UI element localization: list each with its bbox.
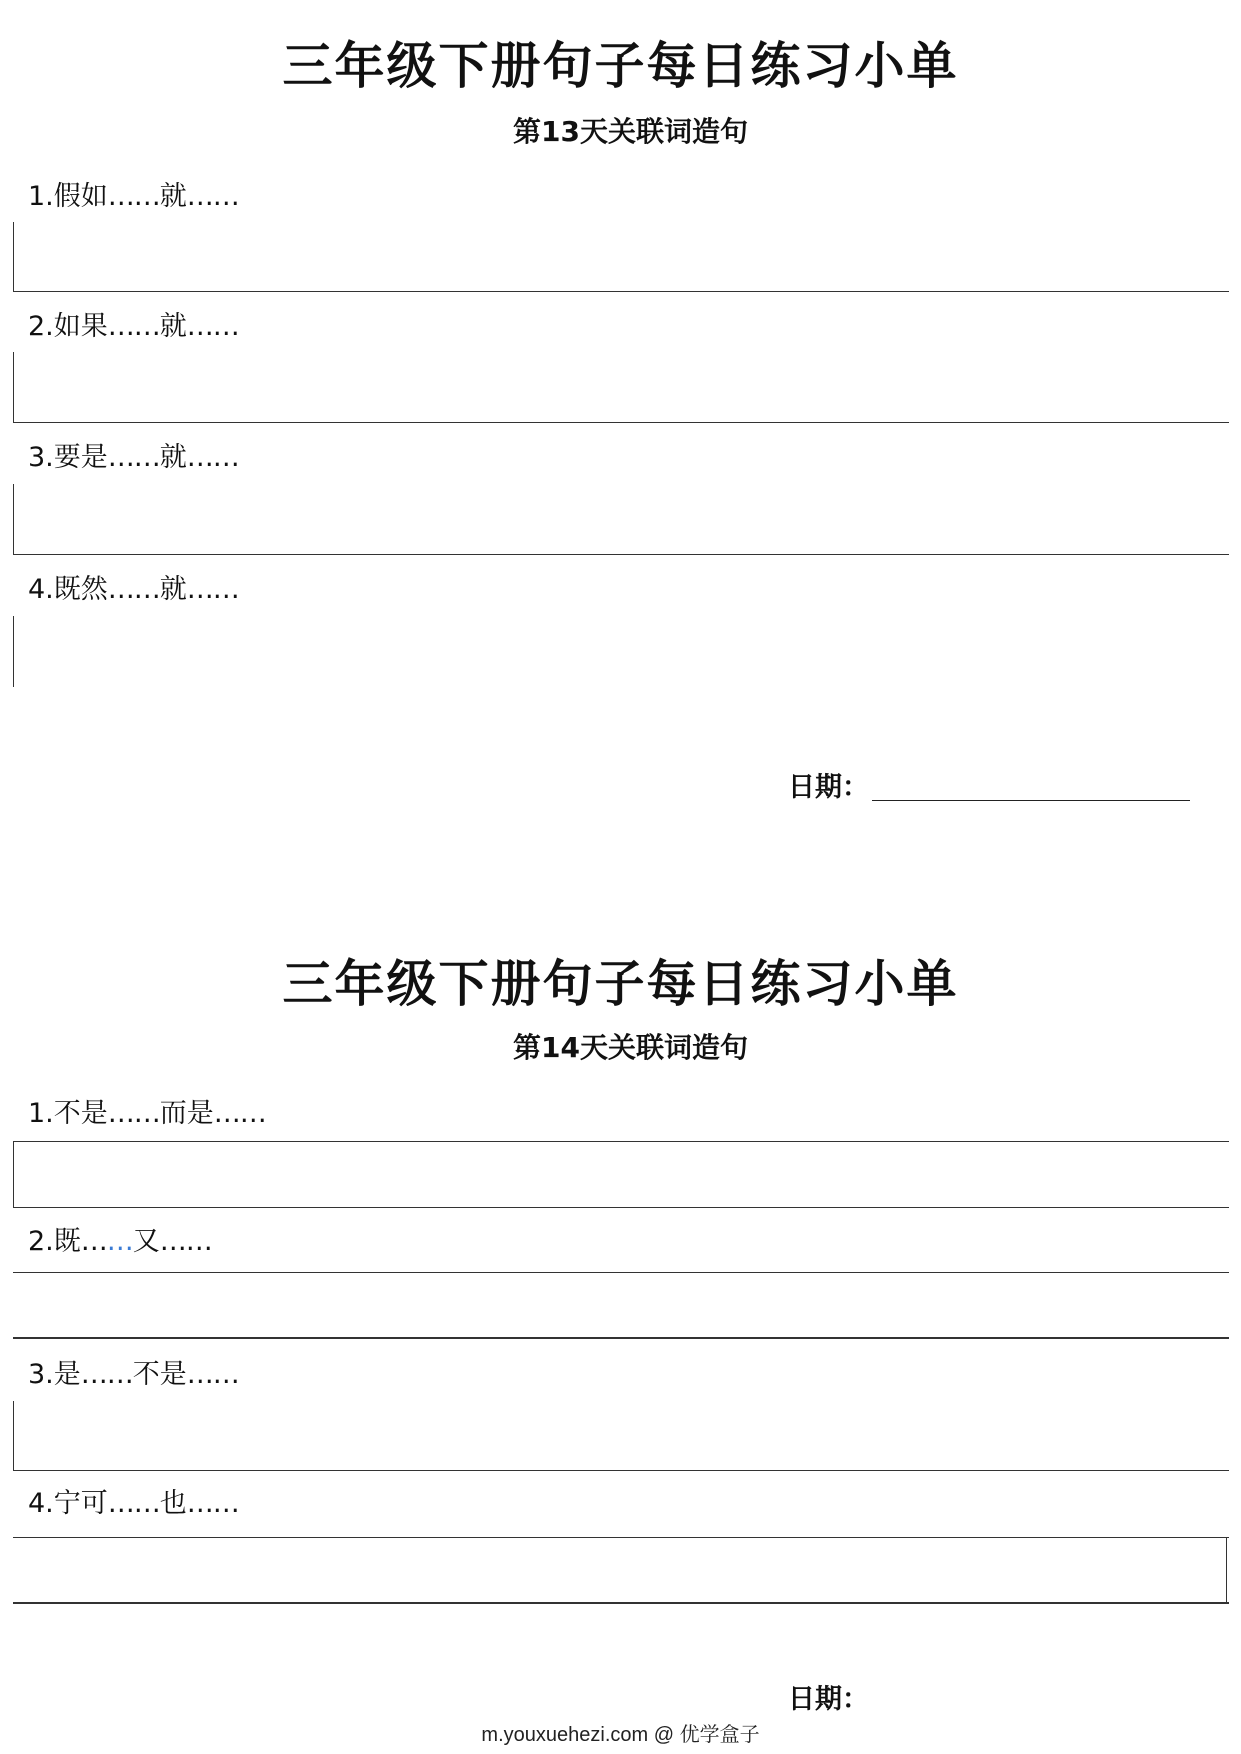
conjunction-first: 假如 bbox=[53, 181, 108, 212]
date-label: 日期： bbox=[788, 772, 869, 803]
ellipsis: …… bbox=[107, 574, 160, 605]
conjunction-second: 而是 bbox=[159, 1098, 214, 1129]
answer-line-3[interactable] bbox=[13, 554, 1229, 555]
worksheet-subtitle: 第13天关联词造句 bbox=[513, 115, 748, 148]
answer-line-2[interactable] bbox=[13, 422, 1229, 423]
exercise-number: 4. bbox=[28, 574, 54, 605]
worksheet-title: 三年级下册句子每日练习小单 bbox=[282, 37, 959, 95]
ellipsis: …… bbox=[186, 1488, 239, 1519]
conjunction-first: 要是 bbox=[53, 442, 108, 473]
answer-box-top bbox=[13, 1141, 1229, 1142]
ellipsis: …… bbox=[107, 1098, 160, 1129]
conjunction-second: 就 bbox=[159, 181, 187, 212]
ellipsis: …… bbox=[107, 311, 160, 342]
conjunction-second: 就 bbox=[159, 442, 187, 473]
ellipsis: …… bbox=[107, 181, 160, 212]
answer-box-border bbox=[13, 1141, 14, 1208]
conjunction-second: 也 bbox=[159, 1488, 187, 1519]
footer-watermark: m.youxuehezi.com @ 优学盒子 bbox=[481, 1724, 760, 1746]
ellipsis: …… bbox=[186, 442, 239, 473]
exercise-prompt-4 bbox=[28, 1487, 239, 1521]
answer-box-top bbox=[13, 1537, 1229, 1538]
conjunction-first: 如果 bbox=[53, 311, 108, 342]
conjunction-second: 又 bbox=[132, 1226, 160, 1257]
conjunction-second: 不是 bbox=[132, 1359, 187, 1390]
answer-box-border bbox=[13, 1401, 14, 1471]
ellipsis-highlighted: … bbox=[106, 1226, 133, 1257]
answer-box-border-right bbox=[1226, 1537, 1227, 1603]
ellipsis: …… bbox=[186, 181, 239, 212]
answer-box-border bbox=[13, 616, 14, 687]
ellipsis: …… bbox=[159, 1226, 212, 1257]
ellipsis: …… bbox=[107, 442, 160, 473]
answer-box-border bbox=[13, 352, 14, 423]
ellipsis: … bbox=[80, 1226, 107, 1257]
exercise-prompt-1 bbox=[28, 180, 239, 214]
answer-line-4[interactable] bbox=[13, 1602, 1229, 1604]
exercise-prompt-3 bbox=[28, 1358, 239, 1392]
exercise-number: 2. bbox=[28, 311, 54, 342]
exercise-prompt-2 bbox=[28, 1225, 212, 1259]
conjunction-second: 就 bbox=[159, 574, 187, 605]
exercise-prompt-1 bbox=[28, 1097, 266, 1131]
ellipsis: …… bbox=[80, 1359, 133, 1390]
exercise-prompt-2 bbox=[28, 310, 239, 344]
exercise-number: 1. bbox=[28, 1098, 54, 1129]
ellipsis: …… bbox=[186, 574, 239, 605]
exercise-number: 1. bbox=[28, 181, 54, 212]
exercise-number: 3. bbox=[28, 1359, 54, 1390]
ellipsis: …… bbox=[186, 1359, 239, 1390]
conjunction-first: 宁可 bbox=[53, 1488, 108, 1519]
answer-box-top bbox=[13, 1272, 1229, 1273]
answer-line-1[interactable] bbox=[13, 291, 1229, 292]
date-label: 日期： bbox=[788, 1684, 869, 1715]
conjunction-first: 既 bbox=[53, 1226, 81, 1257]
ellipsis: …… bbox=[107, 1488, 160, 1519]
worksheet-title: 三年级下册句子每日练习小单 bbox=[282, 955, 959, 1013]
ellipsis: …… bbox=[213, 1098, 266, 1129]
ellipsis: …… bbox=[186, 311, 239, 342]
conjunction-first: 不是 bbox=[53, 1098, 108, 1129]
exercise-number: 3. bbox=[28, 442, 54, 473]
conjunction-first: 是 bbox=[53, 1359, 81, 1390]
worksheet-subtitle: 第14天关联词造句 bbox=[513, 1031, 748, 1064]
date-input-line[interactable] bbox=[872, 800, 1190, 801]
answer-box-border bbox=[13, 484, 14, 555]
answer-line-2[interactable] bbox=[13, 1337, 1229, 1339]
exercise-prompt-3 bbox=[28, 441, 239, 475]
worksheet-day-14 bbox=[0, 918, 1241, 1754]
answer-line-3[interactable] bbox=[13, 1470, 1229, 1471]
exercise-prompt-4 bbox=[28, 573, 239, 607]
conjunction-second: 就 bbox=[159, 311, 187, 342]
conjunction-first: 既然 bbox=[53, 574, 108, 605]
answer-line-1[interactable] bbox=[13, 1207, 1229, 1208]
exercise-number: 4. bbox=[28, 1488, 54, 1519]
answer-box-border bbox=[13, 222, 14, 292]
exercise-number: 2. bbox=[28, 1226, 54, 1257]
